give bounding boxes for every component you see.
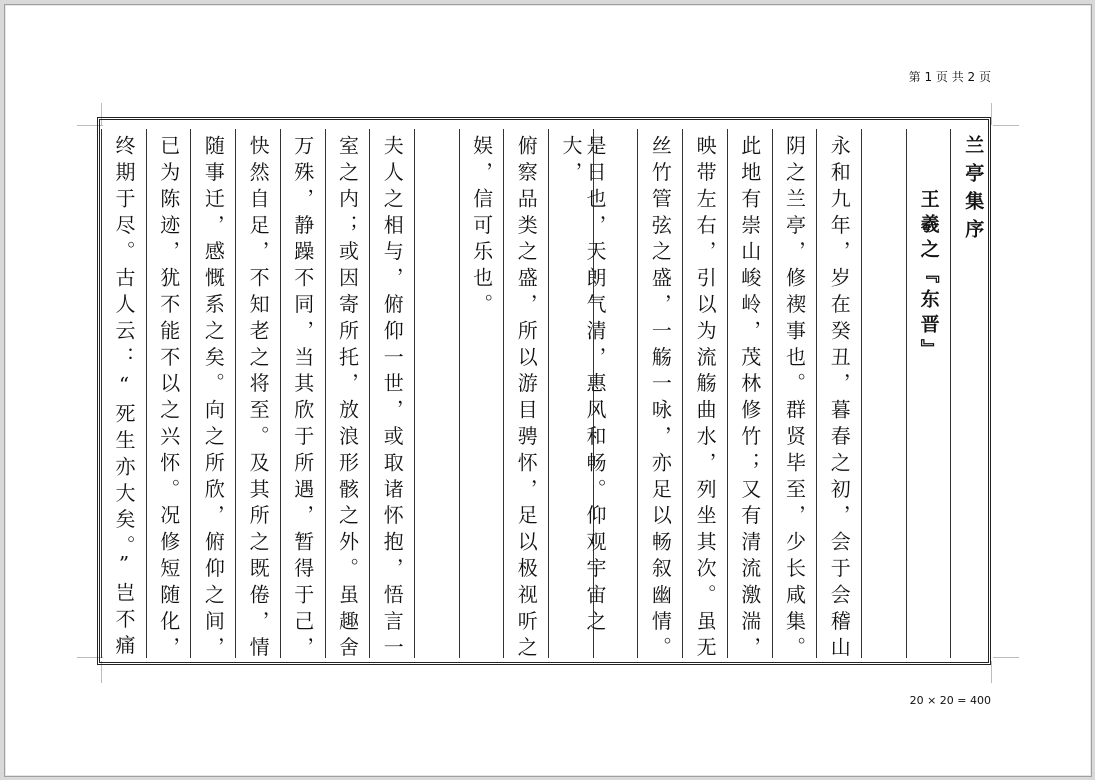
column-text: 夫人之相与，俯仰一世，或取诸怀抱，悟言一 [380,135,405,663]
text-column [637,129,682,663]
manuscript-columns [101,129,995,663]
column-text: 娱，信可乐也。 [469,135,494,320]
column-text: 永和九年，岁在癸丑，暮春之初，会于会稽山 [827,135,852,663]
column-text: 是日也，天朗气清，惠风和畅。仰观宇宙之大， [559,135,607,637]
text-column [369,129,414,663]
column-text: 阴之兰亭，修禊事也。群贤毕至，少长咸集。 [782,135,807,663]
text-column [325,129,370,663]
text-column [816,129,861,663]
crop-guide-top-right-h [993,125,1019,126]
column-text: 已为陈迹，犹不能不以之兴怀。况修短随化， [156,135,181,663]
column-text: 快然自足，不知老之将至。及其所之既倦，情 [246,135,271,663]
column-text: 随事迁，感慨系之矣。向之所欣，俯仰之间， [201,135,226,663]
column-text: 映带左右，引以为流觞曲水，列坐其次。虽无 [693,135,718,663]
text-column [414,129,459,658]
document-author: 王羲之『东晋』 [917,189,940,364]
column-text: 室之内；或因寄所托，放浪形骸之外。虽趣舍 [335,135,360,663]
text-column [190,129,235,663]
author-column [906,129,951,658]
crop-guide-top-right-v [991,103,992,125]
text-column [459,129,504,658]
title-column [950,129,995,658]
text-column [235,129,280,663]
text-column [727,129,772,663]
column-text: 终期于尽。古人云：“死生亦大矣。”岂不痛 [112,135,136,661]
text-column [503,129,548,663]
text-column [682,129,727,663]
text-column [772,129,817,663]
page-number: 第 1 页 共 2 页 [908,70,991,84]
crop-guide-bottom-right-v [991,661,992,683]
column-text: 丝竹管弦之盛，一觞一咏，亦足以畅叙幽情。 [648,135,673,663]
column-text: 俯察品类之盛，所以游目骋怀，足以极视听之 [514,135,539,663]
text-column [146,129,191,663]
grid-count: 20 × 20 = 400 [909,694,991,707]
text-column [101,129,146,661]
text-column [548,129,607,658]
empty-column [861,129,906,658]
document-page [4,4,1092,777]
column-text: 万殊，静躁不同，当其欣于所遇，暂得于己， [290,135,315,663]
column-text: 此地有崇山峻岭，茂林修竹；又有清流激湍， [737,135,762,663]
crop-guide-bottom-right-h [993,657,1019,658]
document-title: 兰亭集序 [962,135,985,247]
text-column [280,129,325,663]
